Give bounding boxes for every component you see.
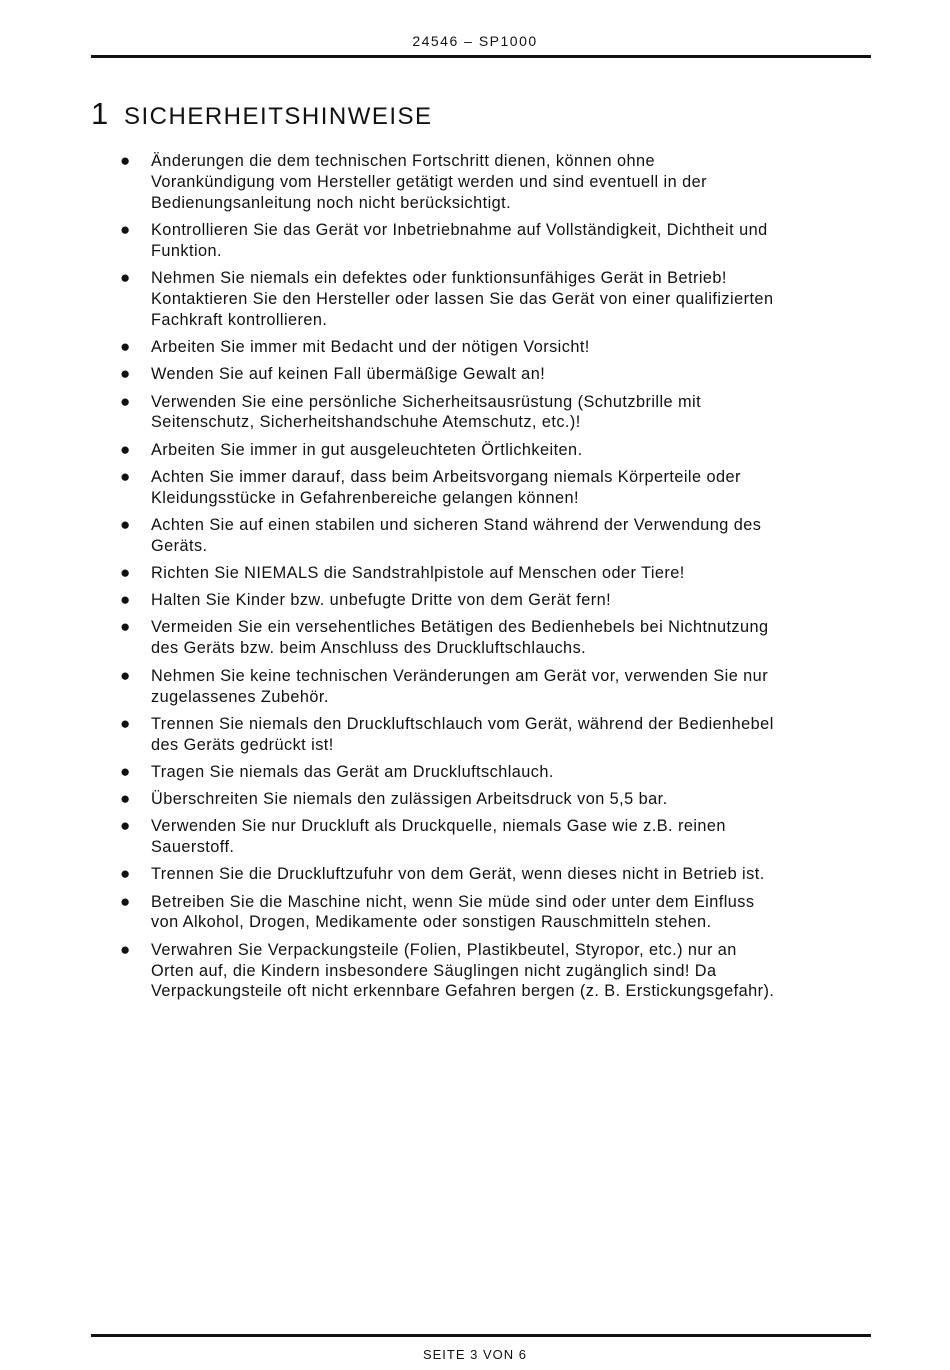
bullet-icon: ●: [120, 816, 131, 836]
footer-rule: [91, 1334, 871, 1337]
list-item: [118, 892, 858, 934]
list-item-text: Richten Sie NIEMALS die Sandstrahlpistole auf Menschen oder Tiere!: [151, 564, 685, 583]
list-item: [118, 864, 858, 885]
list-item: [118, 789, 858, 810]
bullet-icon: ●: [120, 439, 131, 459]
bullet-icon: ●: [120, 891, 131, 911]
list-item-text: Arbeiten Sie immer in gut ausgeleuchteten Örtlichkeiten.: [151, 440, 583, 459]
list-item-text: Achten Sie immer darauf, dass beim Arbeitsvorgang niemals Körperteile oder Kleidungsstücke in Gefahrenbereiche gelangen können!: [151, 467, 741, 507]
section-title: SICHERHEITSHINWEISE: [124, 103, 433, 130]
list-item-text: Verwenden Sie eine persönliche Sicherheitsausrüstung (Schutzbrille mit Seitenschutz, Sicherheitshandschuhe Atemschutz, etc.)!: [151, 392, 702, 432]
list-item: [118, 151, 858, 214]
list-item-text: Vermeiden Sie ein versehentliches Betätigen des Bedienhebels bei Nichtnutzung des Geräts bzw. beim Anschluss des Druckluftschlauchs.: [151, 618, 769, 658]
list-item: [118, 816, 858, 858]
bullet-icon: ●: [120, 514, 131, 534]
list-item: [118, 590, 858, 611]
list-item: [118, 762, 858, 783]
bullet-icon: ●: [120, 337, 131, 357]
list-item-text: Achten Sie auf einen stabilen und sicheren Stand während der Verwendung des Geräts.: [151, 515, 762, 555]
list-item-text: Verwahren Sie Verpackungsteile (Folien, Plastikbeutel, Styropor, etc.) nur an Orten auf, die Kindern insbesondere Säuglingen nicht zugänglich sind! Da Verpackungsteile oft nicht erkennbare Gefahren bergen (z. B. Erstickungsgefahr).: [151, 940, 775, 1001]
bullet-icon: ●: [120, 713, 131, 733]
list-item-text: Verwenden Sie nur Druckluft als Druckquelle, niemals Gase wie z.B. reinen Sauerstoff.: [151, 817, 726, 857]
list-item-text: Kontrollieren Sie das Gerät vor Inbetriebnahme auf Vollständigkeit, Dichtheit und Funktion.: [151, 221, 768, 260]
list-item: [118, 220, 858, 262]
bullet-icon: ●: [120, 665, 131, 685]
bullet-icon: ●: [120, 590, 131, 610]
list-item-text: Trennen Sie die Druckluftzufuhr von dem Gerät, wenn dieses nicht in Betrieb ist.: [151, 865, 765, 884]
bullet-icon: ●: [120, 151, 131, 170]
bullet-icon: ●: [120, 391, 131, 411]
bullet-icon: ●: [120, 364, 131, 384]
document-header: 24546 – SP1000: [412, 33, 538, 49]
bullet-icon: ●: [120, 864, 131, 884]
list-item: [118, 440, 858, 461]
list-item-text: Tragen Sie niemals das Gerät am Druckluftschlauch.: [151, 762, 554, 781]
bullet-icon: ●: [120, 563, 131, 583]
list-item-text: Wenden Sie auf keinen Fall übermäßige Gewalt an!: [151, 365, 546, 384]
bullet-icon: ●: [120, 466, 131, 486]
bullet-icon: ●: [120, 939, 131, 959]
header-rule: [91, 55, 871, 58]
section-heading: [91, 96, 433, 135]
list-item: [118, 467, 858, 509]
bullet-icon: ●: [120, 761, 131, 781]
list-item-text: Änderungen die dem technischen Fortschritt dienen, können ohne Vorankündigung vom Hersteller getätigt werden und sind eventuell in der Bedienungsanleitung noch nicht berücksichtigt.: [151, 152, 707, 212]
bullet-icon: ●: [120, 789, 131, 809]
list-item: [118, 940, 858, 1003]
list-item: [118, 563, 858, 584]
bullet-icon: ●: [120, 617, 131, 637]
list-item-text: Arbeiten Sie immer mit Bedacht und der nötigen Vorsicht!: [151, 338, 590, 357]
list-item: [118, 714, 858, 756]
list-item-text: Nehmen Sie niemals ein defektes oder funktionsunfähiges Gerät in Betrieb! Kontaktieren Sie den Hersteller oder lassen Sie das Gerät von einer qualifizierten Fachkraft kontrollieren.: [151, 269, 774, 329]
bullet-icon: ●: [120, 268, 131, 288]
bullet-icon: ●: [120, 220, 131, 240]
list-item: [118, 337, 858, 358]
list-item-text: Trennen Sie niemals den Druckluftschlauch vom Gerät, während der Bedienhebel des Geräts gedrückt ist!: [151, 714, 774, 754]
list-item: [118, 666, 858, 708]
page-number: SEITE 3 VON 6: [422, 1347, 528, 1362]
list-item: [118, 268, 858, 331]
list-item-text: Überschreiten Sie niemals den zulässigen Arbeitsdruck von 5,5 bar.: [151, 790, 668, 809]
list-item-text: Nehmen Sie keine technischen Veränderungen am Gerät vor, verwenden Sie nur zugelassenes Zubehör.: [151, 666, 769, 706]
safety-instructions-list: [118, 151, 858, 1009]
list-item-text: Halten Sie Kinder bzw. unbefugte Dritte von dem Gerät fern!: [151, 591, 612, 610]
list-item: [118, 515, 858, 557]
list-item: [118, 364, 858, 385]
section-number: 1: [91, 96, 109, 131]
list-item: [118, 392, 858, 434]
list-item-text: Betreiben Sie die Maschine nicht, wenn Sie müde sind oder unter dem Einfluss von Alkohol, Drogen, Medikamente oder sonstigen Rauschmitteln stehen.: [151, 892, 755, 932]
list-item: [118, 617, 858, 659]
